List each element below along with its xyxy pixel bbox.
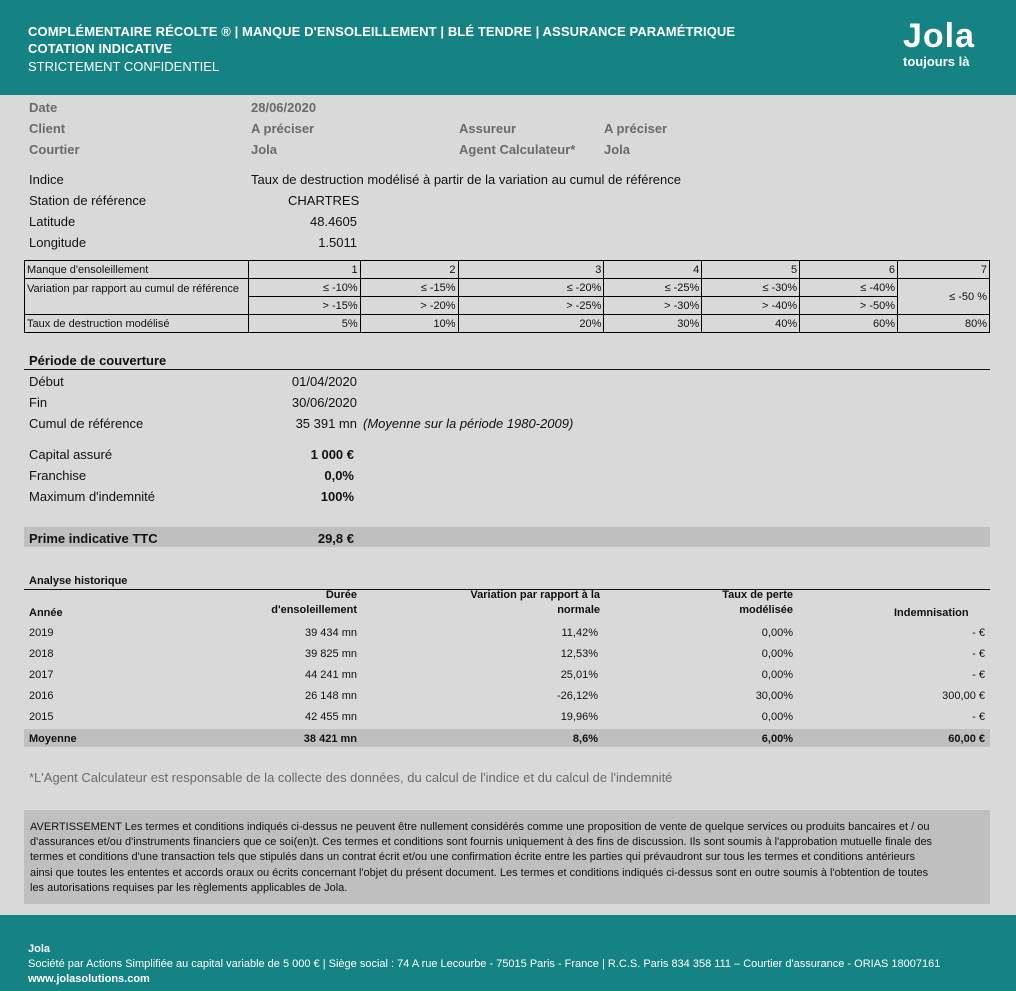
indice-value: Taux de destruction modélisé à partir de la variation au cumul de référence bbox=[251, 172, 681, 187]
bound-cell: > -20% bbox=[360, 297, 458, 315]
level-cell: 2 bbox=[360, 261, 458, 279]
disclaimer-box bbox=[24, 810, 990, 904]
bound-cell: > -25% bbox=[458, 297, 604, 315]
fin-value: 30/06/2020 bbox=[291, 395, 357, 410]
history-variation-cell: 12,53% bbox=[560, 648, 598, 660]
bound-cell: ≤ -50 % bbox=[898, 279, 990, 315]
history-variation-cell: 11,42% bbox=[561, 627, 598, 639]
bound-cell: ≤ -20% bbox=[458, 279, 604, 297]
agent-label: Agent Calculateur* bbox=[459, 142, 576, 157]
history-year-cell: 2015 bbox=[29, 711, 54, 723]
cumul-note: (Moyenne sur la période 1980-2009) bbox=[363, 416, 574, 431]
history-year-cell: 2019 bbox=[29, 627, 54, 639]
table-row bbox=[25, 261, 990, 279]
latitude-label: Latitude bbox=[29, 214, 76, 229]
franchise-value: 0,0% bbox=[324, 468, 354, 483]
logo-tagline: toujours là bbox=[903, 54, 970, 69]
table-row bbox=[25, 315, 990, 333]
history-loss-cell: 0,00% bbox=[761, 648, 793, 660]
rate-cell: 5% bbox=[248, 315, 360, 333]
average-year-cell: Moyenne bbox=[29, 733, 77, 745]
assureur-label: Assureur bbox=[459, 121, 517, 136]
max-indemnity-label: Maximum d'indemnité bbox=[29, 489, 156, 504]
max-indemnity-value: 100% bbox=[320, 489, 354, 504]
longitude-label: Longitude bbox=[29, 235, 87, 250]
bound-cell: ≤ -25% bbox=[604, 279, 702, 297]
bound-cell: > -30% bbox=[604, 297, 702, 315]
disclaimer-line: AVERTISSEMENT Les termes et conditions indiqués ci-dessus ne peuvent être nullement considérés comme une proposition de vente de quelque services ou produits bancaires et / ou bbox=[30, 821, 930, 833]
bound-cell: ≤ -15% bbox=[360, 279, 458, 297]
level-cell: 4 bbox=[604, 261, 702, 279]
fin-label: Fin bbox=[29, 395, 48, 410]
scale-table bbox=[24, 260, 990, 333]
bound-cell: ≤ -30% bbox=[702, 279, 800, 297]
agent-note: *L'Agent Calculateur est responsable de la collecte des données, du calcul de l'indice et du calcul de l'indemnité bbox=[29, 770, 673, 785]
table-row bbox=[25, 279, 990, 297]
rate-cell: 10% bbox=[360, 315, 458, 333]
assureur-value: A préciser bbox=[604, 121, 668, 136]
confidential-label: STRICTEMENT CONFIDENTIEL bbox=[28, 59, 220, 74]
average-loss-cell: 6,00% bbox=[761, 733, 793, 745]
history-indemnity-cell: - € bbox=[972, 669, 985, 681]
bound-cell: > -50% bbox=[800, 297, 898, 315]
average-indemnity-cell: 60,00 € bbox=[948, 733, 985, 745]
rate-cell: 60% bbox=[800, 315, 898, 333]
station-label: Station de référence bbox=[29, 193, 147, 208]
section-divider bbox=[24, 369, 990, 370]
disclaimer-line: ainsi que toutes les ententes et accords oraux ou écrits concernant l'objet du présent document. Les termes et conditions indiqués ci-dessus sont en outre soumis à l'obtention de toutes bbox=[30, 866, 929, 879]
scale-row-label: Manque d'ensoleillement bbox=[25, 261, 249, 279]
jola-logo: Jola bbox=[903, 17, 976, 55]
history-duration-cell: 39 434 mn bbox=[305, 627, 357, 639]
station-value: CHARTRES bbox=[288, 193, 360, 208]
col-loss-header-l1: Taux de perte bbox=[722, 589, 793, 601]
rate-cell: 40% bbox=[702, 315, 800, 333]
history-variation-cell: -26,12% bbox=[557, 690, 598, 702]
col-duration-header-l2: d'ensoleillement bbox=[271, 604, 357, 616]
bound-cell: > -40% bbox=[702, 297, 800, 315]
premium-band bbox=[24, 527, 990, 547]
history-duration-cell: 39 825 mn bbox=[305, 648, 357, 660]
premium-label: Prime indicative TTC bbox=[29, 531, 158, 546]
col-variation-header-l2: normale bbox=[557, 604, 600, 616]
quotation-sheet bbox=[0, 95, 1016, 915]
level-cell: 3 bbox=[458, 261, 604, 279]
capital-value: 1 000 € bbox=[310, 447, 354, 462]
rate-cell: 80% bbox=[898, 315, 990, 333]
footer-company: Jola bbox=[28, 943, 51, 955]
history-loss-cell: 0,00% bbox=[761, 669, 793, 681]
col-duration-header-l1: Durée bbox=[325, 589, 357, 601]
debut-label: Début bbox=[29, 374, 64, 389]
col-variation-header-l1: Variation par rapport à la bbox=[470, 589, 600, 601]
history-loss-cell: 0,00% bbox=[761, 627, 793, 639]
rate-cell: 20% bbox=[458, 315, 604, 333]
header-band bbox=[0, 0, 1016, 95]
history-year-cell: 2018 bbox=[29, 648, 54, 660]
agent-value: Jola bbox=[604, 142, 631, 157]
courtier-label: Courtier bbox=[29, 142, 80, 157]
bound-cell: ≤ -40% bbox=[800, 279, 898, 297]
average-variation-cell: 8,6% bbox=[572, 733, 598, 745]
disclaimer-line: d'assurances et/ou d'instruments financiers que ce soi(en)t. Ces termes et conditions sont fournis uniquement à des fins de discussion. Ils sont soumis à l'approbation mutuelle finale des bbox=[30, 836, 933, 849]
footer-website-link[interactable]: www.jolasolutions.com bbox=[28, 973, 150, 985]
footer-legal: Société par Actions Simplifiée au capital variable de 5 000 € | Siège social : 74 A rue Lecourbe - 75015 Paris - France | R.C.S. Paris 834 358 111 – Courtier d'assurance - ORIAS 18007161 bbox=[28, 958, 941, 970]
level-cell: 7 bbox=[898, 261, 990, 279]
history-loss-cell: 30,00% bbox=[755, 690, 793, 702]
rate-cell: 30% bbox=[604, 315, 702, 333]
history-indemnity-cell: - € bbox=[972, 648, 985, 660]
history-indemnity-cell: - € bbox=[972, 627, 985, 639]
history-year-cell: 2017 bbox=[29, 669, 54, 681]
debut-value: 01/04/2020 bbox=[291, 374, 357, 389]
level-cell: 6 bbox=[800, 261, 898, 279]
history-variation-cell: 19,96% bbox=[560, 711, 598, 723]
history-duration-cell: 44 241 mn bbox=[305, 669, 357, 681]
scale-row-label: Taux de destruction modélisé bbox=[25, 315, 249, 333]
courtier-value: Jola bbox=[251, 142, 278, 157]
client-label: Client bbox=[29, 121, 66, 136]
disclaimer-line: termes et conditions d'une transaction tels que stipulés dans un contrat écrit et/ou une confirmation écrite entre les parties qui prévaudront sur tous les termes et conditions antérieurs bbox=[30, 851, 916, 864]
history-duration-cell: 42 455 mn bbox=[305, 711, 357, 723]
level-cell: 5 bbox=[702, 261, 800, 279]
longitude-value: 1.5011 bbox=[318, 235, 357, 250]
history-duration-cell: 26 148 mn bbox=[305, 690, 357, 702]
date-label: Date bbox=[29, 100, 58, 115]
premium-value: 29,8 € bbox=[317, 531, 354, 546]
client-value: A préciser bbox=[251, 121, 315, 136]
document-title: COMPLÉMENTAIRE RÉCOLTE ® | MANQUE D'ENSOLEILLEMENT | BLÉ TENDRE | ASSURANCE PARAMÉTRIQUE bbox=[28, 24, 736, 39]
average-duration-cell: 38 421 mn bbox=[303, 733, 357, 745]
capital-label: Capital assuré bbox=[29, 447, 113, 462]
history-indemnity-cell: 300,00 € bbox=[942, 690, 985, 702]
col-year-header: Année bbox=[29, 607, 63, 619]
history-section-title: Analyse historique bbox=[29, 575, 128, 587]
history-loss-cell: 0,00% bbox=[761, 711, 793, 723]
col-loss-header-l2: modélisée bbox=[739, 604, 793, 616]
history-variation-cell: 25,01% bbox=[560, 669, 598, 681]
date-value: 28/06/2020 bbox=[251, 100, 317, 115]
bound-cell: ≤ -10% bbox=[248, 279, 360, 297]
bound-cell: > -15% bbox=[248, 297, 360, 315]
franchise-label: Franchise bbox=[29, 468, 87, 483]
col-indemnity-header: Indemnisation bbox=[894, 607, 969, 619]
indice-label: Indice bbox=[29, 172, 64, 187]
level-cell: 1 bbox=[248, 261, 360, 279]
coverage-section-title: Période de couverture bbox=[29, 353, 167, 368]
scale-row-label: Variation par rapport au cumul de référence bbox=[25, 279, 249, 315]
disclaimer-line: les autorisations requises par les règlements applicables de Jola. bbox=[30, 881, 348, 894]
latitude-value: 48.4605 bbox=[310, 214, 357, 229]
history-indemnity-cell: - € bbox=[972, 711, 985, 723]
document-subtitle: COTATION INDICATIVE bbox=[28, 41, 173, 56]
cumul-value: 35 391 mn bbox=[295, 416, 357, 431]
history-year-cell: 2016 bbox=[29, 690, 54, 702]
cumul-label: Cumul de référence bbox=[29, 416, 144, 431]
footer-band bbox=[0, 915, 1016, 991]
